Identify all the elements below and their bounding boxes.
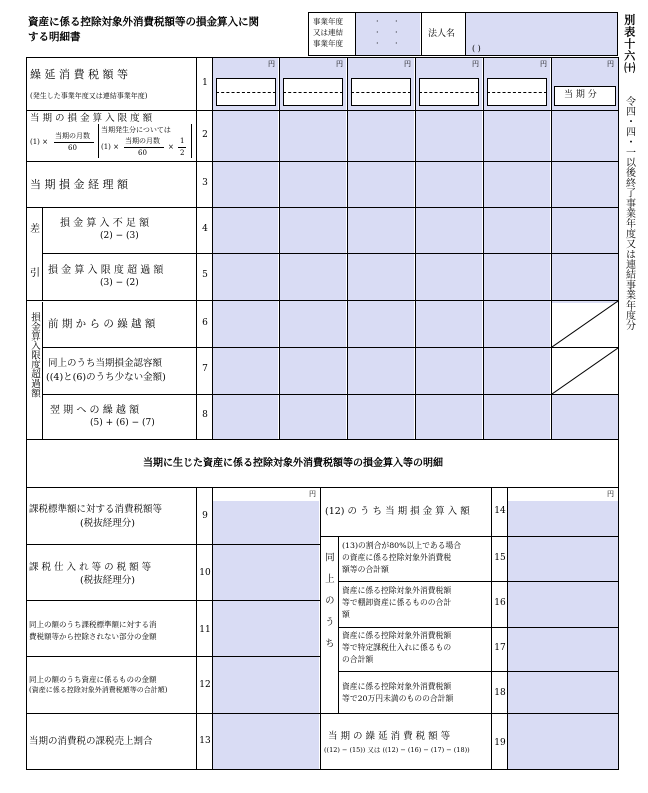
sa-label: 差 [30, 224, 40, 235]
form-title-line1: 資産に係る控除対象外消費税額等の損金算入に関 [28, 16, 259, 28]
fiscal-year-label-2: 又は連結 [313, 28, 343, 37]
row-number-11: 11 [199, 625, 211, 635]
r16-b: 等で棚卸資産に係るものの合計 [342, 598, 452, 607]
r16-a: 資産に係る控除対象外消費税額 [342, 586, 452, 595]
form-side-note: 令四・四・一以後終了事業年度又は連結事業年度分 [623, 96, 635, 331]
fill-col6-r8[interactable] [552, 395, 618, 439]
r2-f1-den: 60 [68, 144, 77, 152]
r13-label: 当期の消費税の課税売上割合 [29, 736, 153, 747]
row-number-18: 18 [494, 688, 506, 698]
fill-col4[interactable] [416, 58, 482, 439]
r7-b-label: ((4)と(6)のうち少ない金額) [46, 372, 166, 383]
r2-f2-den: 60 [138, 149, 147, 157]
r11-a-label: 同上の額のうち課税標準額に対する消 [29, 620, 157, 629]
r1-sub-label: (発生した事業年度又は連結事業年度) [30, 92, 148, 100]
r2-f2-num: 当期の月数 [125, 137, 160, 145]
fiscal-year-label-1: 事業年度 [313, 17, 343, 26]
r18-a: 資産に係る控除対象外消費税額 [342, 682, 452, 691]
r9-main-label: 課税標準額に対する消費税額等 [29, 504, 163, 515]
fiscal-year-dots-2: · · · [395, 17, 398, 48]
row-number-7: 7 [202, 364, 208, 374]
r9-sub-label: (税抜経理分) [80, 518, 135, 529]
r3-label: 当 期 損 金 経 理 額 [30, 178, 128, 191]
r17-b: 等で特定課税仕入れに係るもの [342, 643, 452, 652]
fiscal-year-input[interactable] [356, 13, 420, 55]
r8-main-label: 翌 期 へ の 繰 越 額 [50, 405, 140, 416]
diagonal-r6 [552, 301, 618, 347]
excess-group-label: 損金算入限度超過額 [29, 312, 40, 398]
yen-r14: 円 [607, 490, 614, 498]
row-number-3: 3 [202, 178, 208, 188]
r4-main-label: 損 金 算 入 不 足 額 [60, 218, 150, 229]
fiscal-year-dots: · · · [376, 17, 379, 48]
fill-col2[interactable] [280, 58, 346, 439]
r16-c: 額 [342, 610, 350, 619]
row-number-4: 4 [202, 224, 208, 234]
r10-main-label: 課 税 仕 入 れ 等 の 税 額 等 [29, 562, 152, 573]
current-period-label: 当 期 分 [564, 90, 597, 100]
r6-label: 前 期 か ら の 繰 越 額 [48, 318, 156, 330]
row-number-17: 17 [494, 643, 506, 653]
yen-r9: 円 [309, 490, 316, 498]
row-number-12: 12 [199, 680, 211, 690]
r4-sub-label: (2) − (3) [100, 231, 139, 241]
row-number-15: 15 [494, 553, 506, 563]
row-number-9: 9 [202, 511, 208, 521]
row-number-2: 2 [202, 130, 208, 140]
row-number-6: 6 [202, 318, 208, 328]
fiscal-year-label-3: 事業年度 [313, 39, 343, 48]
r2-f2-frac-d: 2 [180, 149, 185, 157]
row-number-14: 14 [494, 506, 506, 516]
row-number-16: 16 [494, 598, 506, 608]
fill-r14-r19[interactable] [508, 501, 618, 769]
r15-b: の資産に係る控除対象外消費税 [342, 553, 452, 562]
corp-name-label: 法人名 [428, 29, 456, 39]
r17-a: 資産に係る控除対象外消費税額 [342, 631, 452, 640]
r10-sub-label: (税抜経理分) [80, 575, 135, 586]
r12-b-label: (資産に係る控除対象外消費税額等の合計額) [29, 686, 168, 694]
r2-f2-frac-n: 1 [180, 137, 185, 145]
yen-col3: 円 [404, 60, 411, 68]
fill-col3[interactable] [348, 58, 414, 439]
corp-name-paren: ( ) [472, 44, 481, 53]
yen-col2: 円 [336, 60, 343, 68]
row-number-13: 13 [199, 736, 211, 746]
r14-label: (12) の う ち 当 期 損 金 算 入 額 [325, 506, 470, 517]
r19-sub-label: ((12) − (15)) 又は ((12) − (16) − (17) − (18)) [324, 746, 470, 754]
r2-f1-num: 当期の月数 [55, 132, 90, 140]
form-number-label: 別表十六㈩ [622, 14, 636, 74]
row-number-5: 5 [202, 270, 208, 280]
row-number-8: 8 [202, 410, 208, 420]
row-number-10: 10 [199, 568, 211, 578]
r2-f2-a: (1) × [101, 143, 120, 151]
r17-c: の合計額 [342, 655, 374, 664]
r2-main-label: 当 期 の 損 金 算 入 限 度 額 [30, 113, 153, 124]
row-number-1: 1 [202, 78, 208, 88]
diagonal-r7 [552, 348, 618, 394]
fill-col5[interactable] [484, 58, 550, 439]
r12-a-label: 同上の額のうち資産に係るものの金額 [29, 675, 157, 684]
fill-col1[interactable] [213, 58, 278, 439]
r8-sub-label: (5) + (6) − (7) [90, 418, 155, 428]
yen-col6: 円 [607, 60, 614, 68]
corp-name-input[interactable] [466, 13, 617, 55]
yen-col4: 円 [472, 60, 479, 68]
r1-main-label: 繰 延 消 費 税 額 等 [30, 68, 128, 81]
r2-f1-a: (1) × [30, 138, 49, 146]
r18-b: 等で20万円未満のものの合計額 [342, 694, 454, 703]
r15-c: 額等の合計額 [342, 565, 389, 574]
row-number-19: 19 [494, 738, 506, 748]
r11-b-label: 費税額等から控除されない部分の金額 [29, 632, 157, 641]
yen-col5: 円 [540, 60, 547, 68]
fill-r9-r13[interactable] [213, 501, 319, 769]
section-title: 当期に生じた資産に係る控除対象外消費税額等の損金算入等の明細 [143, 458, 443, 469]
r15-a: (13)の割合が80%以上である場合 [342, 541, 462, 550]
form-title-line2: する明細書 [28, 31, 81, 43]
r7-a-label: 同上のうち当期損金認容額 [48, 358, 163, 369]
douenouchi-label: 同上のうち [322, 552, 334, 660]
r5-main-label: 損 金 算 入 限 度 超 過 額 [48, 265, 164, 276]
hiki-label: 引 [30, 268, 40, 279]
r5-sub-label: (3) − (2) [100, 278, 139, 288]
yen-col1: 円 [268, 60, 275, 68]
r2-f2-head: 当期発生分については [101, 126, 171, 134]
r2-f2-b: × [168, 143, 174, 151]
r19-main-label: 当 期 の 繰 延 消 費 税 額 等 [328, 731, 451, 742]
